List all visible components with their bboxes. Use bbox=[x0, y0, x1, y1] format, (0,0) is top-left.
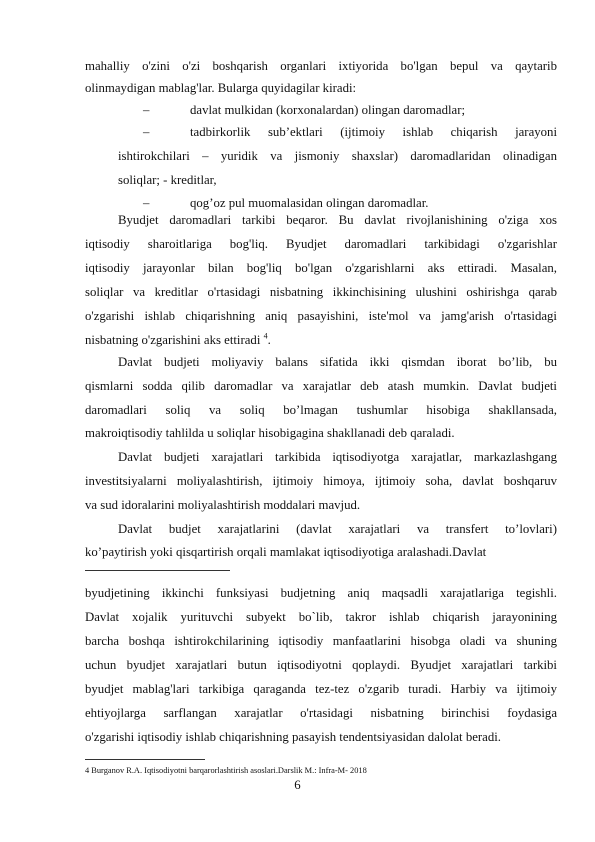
paragraph-line: ko’paytirish yoki qisqartirish orqali mamlakat iqtisodiyotiga aralashadi.Davlat bbox=[85, 545, 487, 559]
footnote-reference[interactable]: 4 bbox=[263, 331, 268, 341]
paragraph-line: Davlat budjet xarajatlarini (davlat xarajatlari va transfert to’lovlari) bbox=[118, 522, 557, 536]
paragraph-text: nisbatning o'zgarishini aks ettiradi bbox=[85, 333, 264, 347]
paragraph-line: ehtiyojlarga sarflangan xarajatlar o'rtasidagi nisbatning birinchisi foydasiga bbox=[85, 706, 557, 720]
paragraph-line bbox=[85, 332, 557, 348]
footnote: 4 Burganov R.A. Iqtisodiyotni barqarorlashtirish asoslari.Darslik M.: Infra-M- 2018 bbox=[85, 766, 367, 775]
paragraph-line: iqtisodiy jarayonlar bilan bog'liq bo'lgan o'zgarishlarni aks ettiradi. Masalan, bbox=[85, 261, 557, 275]
paragraph-line: uchun byudjet xarajatlari butun iqtisodiyotni qoplaydi. Byudjet xarajatlari tarkibi bbox=[85, 658, 557, 672]
paragraph-line: o'zgarishi ishlab chiqarishning aniq pasayishini, iste'mol va jamg'arish o'rtasidagi bbox=[85, 309, 557, 323]
list-dash: – bbox=[143, 196, 150, 210]
paragraph-line: Byudjet daromadlari tarkibi beqaror. Bu davlat rivojlanishining o'ziga xos bbox=[118, 213, 557, 227]
paragraph-line: makroiqtisodiy tahlilda u soliqlar hisobigagina shakllanadi deb qaraladi. bbox=[85, 426, 455, 440]
paragraph-line: Davlat budjeti xarajatlari tarkibida iqtisodiyotga xarajatlar, markazlashgang bbox=[118, 450, 557, 464]
list-dash: – bbox=[143, 125, 150, 139]
paragraph-line: Davlat xojalik yurituvchi subyekt bo`lib, takror ishlab chiqarish jarayonining bbox=[85, 610, 557, 624]
list-item: tadbirkorlik sub’ektlari (ijtimoiy ishlab chiqarish jarayoni bbox=[190, 125, 557, 139]
paragraph-line: mahalliy o'zini o'zi boshqarish organlari ixtiyorida bo'lgan bepul va qaytarib bbox=[85, 59, 557, 73]
paragraph-line: va sud idoralarini moliyalashtirish moddalari mavjud. bbox=[85, 498, 361, 512]
footnote-separator bbox=[85, 570, 230, 571]
paragraph-line: soliqlar va kreditlar o'rtasidagi nisbatning ikkinchisining ulushini oshirishga qarab bbox=[85, 285, 557, 299]
paragraph-line: Davlat budjeti moliyaviy balans sifatida ikki qismdan iborat bo’lib, bu bbox=[118, 355, 557, 369]
list-item-continued: soliqlar; - kreditlar, bbox=[118, 173, 217, 187]
paragraph-line: iqtisodiy sharoitlariga bog'liq. Byudjet daromadlari tarkibidagi o'zgarishlar bbox=[85, 237, 557, 251]
paragraph-text: . bbox=[267, 333, 271, 347]
paragraph-line: investitsiyalarni moliyalashtirish, ijtimoiy himoya, ijtimoiy soha, davlat boshqaruv bbox=[85, 474, 557, 488]
paragraph-line: olinmaydigan mablag'lar. Bularga quyidagilar kiradi: bbox=[85, 81, 357, 95]
list-dash: – bbox=[143, 103, 150, 117]
paragraph-line: byudjetining ikkinchi funksiyasi budjetning aniq maqsadli xarajatlariga tegishli. bbox=[85, 586, 557, 600]
paragraph-line: daromadlari soliq va soliq bo’lmagan tushumlar hisobiga shakllansada, bbox=[85, 403, 557, 417]
paragraph-line: byudjet mablag'lari tarkibiga qaraganda tez-tez o'zgarib turadi. Harbiy va ijtimoiy bbox=[85, 682, 557, 696]
list-item-continued: ishtirokchilari – yuridik va jismoniy shaxslar) daromadlaridan olinadigan bbox=[118, 149, 557, 163]
paragraph-line: barcha boshqa ishtirokchilarining iqtisodiy manfaatlarini hisobga oladi va shuning bbox=[85, 634, 557, 648]
list-item: davlat mulkidan (korxonalardan) olingan daromadlar; bbox=[190, 103, 466, 117]
list-item: qog’oz pul muomalasidan olingan daromadlar. bbox=[190, 196, 429, 210]
paragraph-line: o'zgarishi iqtisodiy ishlab chiqarishning pasayish tendentsiyasidan dalolat beradi. bbox=[85, 730, 501, 744]
page-number: 6 bbox=[294, 778, 301, 792]
footnote-separator bbox=[85, 759, 205, 760]
paragraph-line: qismlarni sodda qilib daromadlar va xarajatlar deb atash mumkin. Davlat budjeti bbox=[85, 379, 557, 393]
